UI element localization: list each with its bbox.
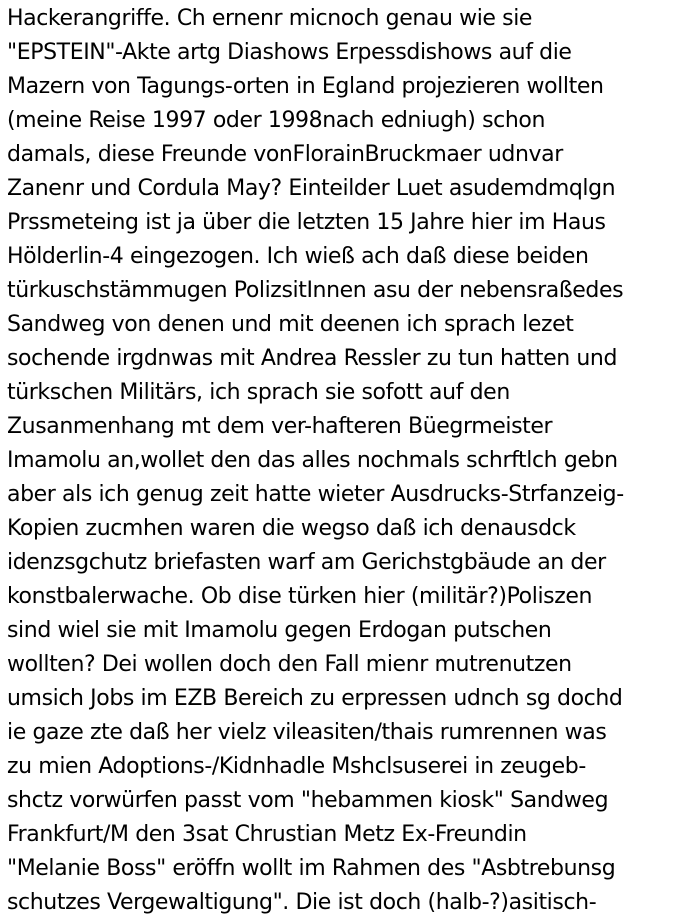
text-line: Kopien zucmhen waren die wegso daß ich denausdck <box>7 516 576 541</box>
text-line: zu mien Adoptions-/Kidnhadle Mshclsuserei in zeugeb- <box>7 754 586 779</box>
text-line: Frankfurt/M den 3sat Chrustian Metz Ex-Freundin <box>7 822 527 847</box>
text-line: Mazern von Tagungs-orten in Egland projezieren wollten <box>7 74 604 99</box>
text-line: shctz vorwürfen passt vom "hebammen kiosk" Sandweg <box>7 788 609 813</box>
text-line: Sandweg von denen und mit deenen ich sprach lezet <box>7 312 574 337</box>
text-line: Hackerangriffe. Ch ernenr micnoch genau wie sie <box>7 6 533 31</box>
text-line: "EPSTEIN"-Akte artg Diashows Erpessdishows auf die <box>7 40 572 65</box>
text-line: türkuschstämmugen PolizsitInnen asu der nebensraßedes <box>7 278 624 303</box>
text-line: idenzsgchutz briefasten warf am Gerichstgbäude an der <box>7 550 606 575</box>
text-line: türkschen Militärs, ich sprach sie sofott auf den <box>7 380 510 405</box>
text-line: sochende irgdnwas mit Andrea Ressler zu tun hatten und <box>7 346 618 371</box>
text-line: (meine Reise 1997 oder 1998nach edniugh) schon <box>7 108 545 133</box>
text-line: damals, diese Freunde vonFlorainBruckmaer udnvar <box>7 142 563 167</box>
text-line: Prssmeteing ist ja über die letzten 15 Jahre hier im Haus <box>7 210 606 235</box>
text-line: Hölderlin-4 eingezogen. Ich wieß ach daß diese beiden <box>7 244 589 269</box>
text-line: ie gaze zte daß her vielz vileasiten/thais rumrennen was <box>7 720 607 745</box>
text-line: Zusanmenhang mt dem ver-hafteren Büegrmeister <box>7 414 553 439</box>
text-line: Imamolu an,wollet den das alles nochmals schrftlch gebn <box>7 448 618 473</box>
text-line: schutzes Vergewaltigung". Die ist doch (halb-?)asitisch- <box>7 890 597 915</box>
text-line: konstbalerwache. Ob dise türken hier (militär?)Poliszen <box>7 584 593 609</box>
text-line: aber als ich genug zeit hatte wieter Ausdrucks-Strfanzeig- <box>7 482 624 507</box>
text-line: sind wiel sie mit Imamolu gegen Erdogan putschen <box>7 618 552 643</box>
text-line: umsich Jobs im EZB Bereich zu erpressen udnch sg dochd <box>7 686 623 711</box>
document-text <box>7 2 684 920</box>
text-line: Zanenr und Cordula May? Einteilder Luet asudemdmqlgn <box>7 176 616 201</box>
text-line: "Melanie Boss" eröffn wollt im Rahmen des "Asbtrebunsg <box>7 856 616 881</box>
text-line: wollten? Dei wollen doch den Fall mienr mutrenutzen <box>7 652 572 677</box>
